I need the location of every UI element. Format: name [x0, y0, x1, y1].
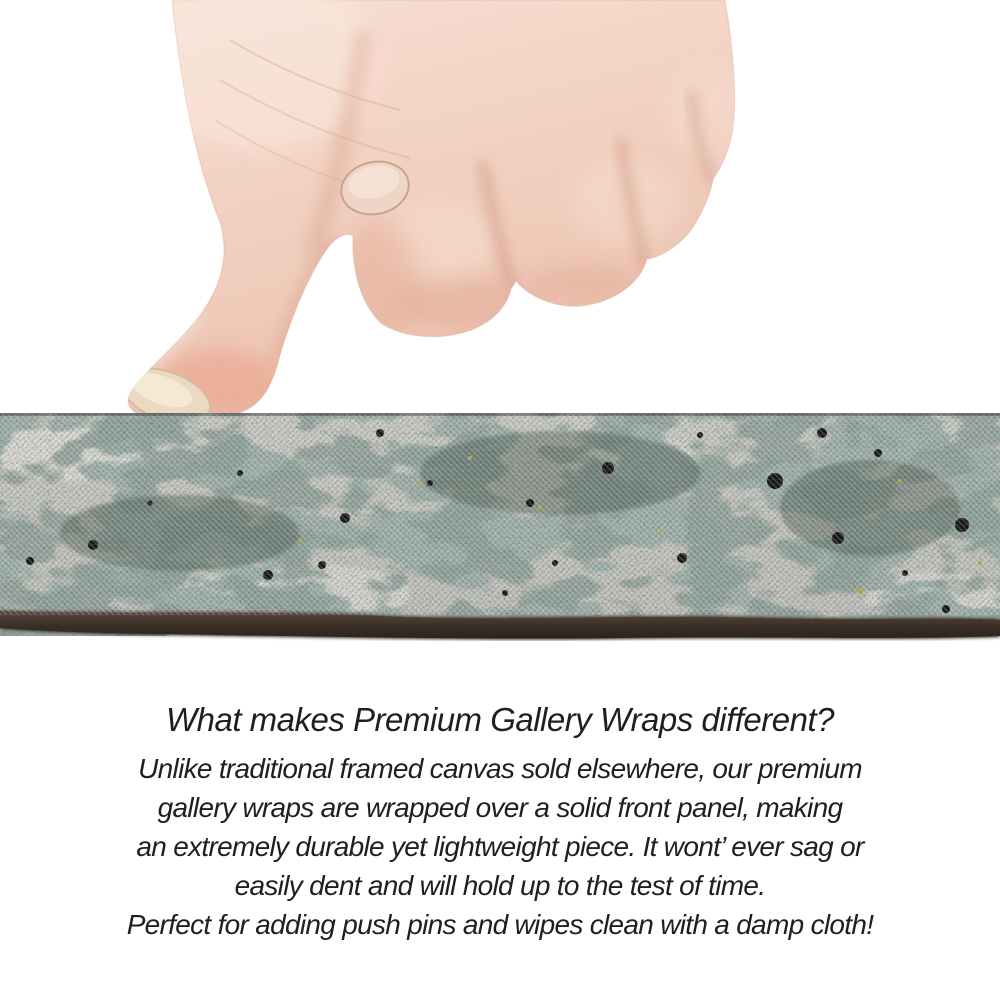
hand-illustration	[80, 0, 760, 436]
info-line: gallery wraps are wrapped over a solid front panel, making	[157, 792, 843, 823]
info-line: Perfect for adding push pins and wipes clean with a damp cloth!	[126, 909, 874, 940]
info-line: easily dent and will hold up to the test of time.	[234, 870, 766, 901]
info-heading: What makes Premium Gallery Wraps different?	[165, 701, 835, 738]
info-text-block	[0, 701, 1000, 944]
canvas-texture-art	[0, 413, 1000, 641]
info-line: Unlike traditional framed canvas sold elsewhere, our premium	[138, 753, 862, 784]
canvas-texture-strip	[0, 413, 1000, 641]
info-line: an extremely durable yet lightweight piece. It wont’ ever sag or	[136, 831, 864, 862]
hand-pressing-thumb-photo	[80, 0, 760, 436]
